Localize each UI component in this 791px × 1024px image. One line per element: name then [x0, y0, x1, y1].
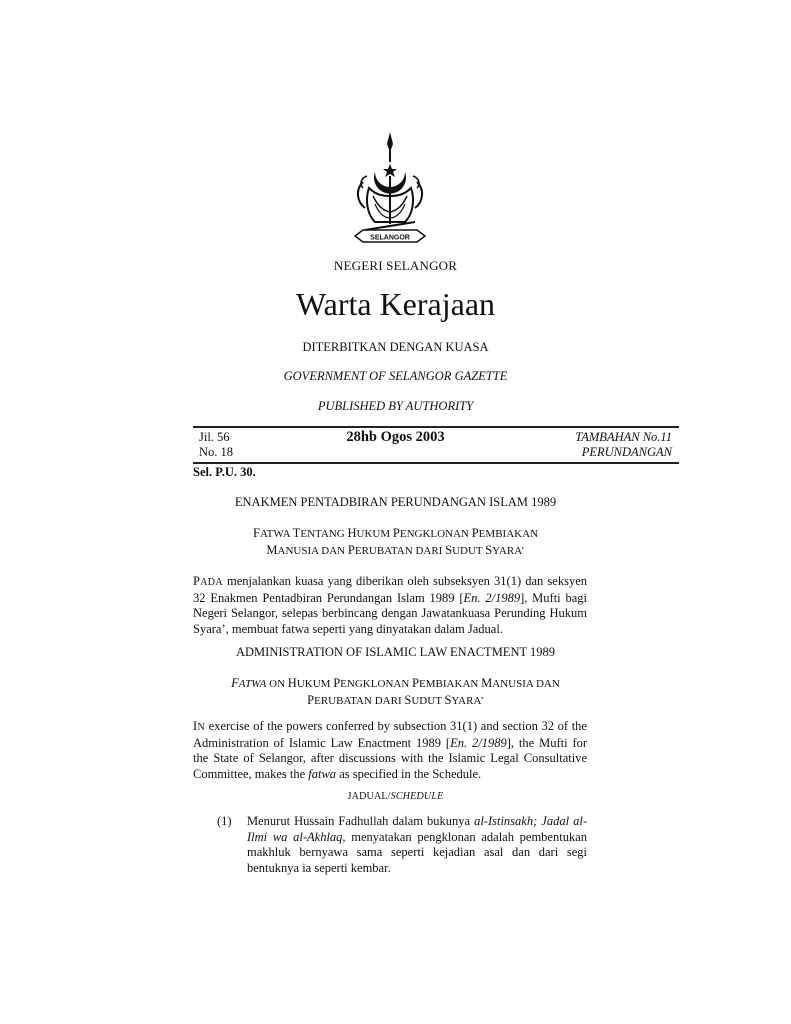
state-name: NEGERI SELANGOR: [333, 258, 458, 273]
fatwa-title-ms: [0, 525, 791, 559]
enactment-title-en: ADMINISTRATION OF ISLAMIC LAW ENACTMENT 1989: [235, 645, 556, 659]
schedule-item-text-1: Menurut Hussain Fadhullah dalam bukunya: [247, 814, 475, 828]
schedule-item-text-2: menyatakan pengklonan adalah pembentukan makhluk bernyawa sama seperti kejadian asal dan dari segi bentuknya ia seperti kembar.: [247, 829, 588, 875]
schedule-item-number: (1): [217, 814, 232, 828]
schedule-heading-ms: JADUAL/: [347, 791, 391, 802]
preamble-en-text-1: exercise of the powers conferred by subsection 31(1) and section 32 of the Administration of Islamic Law Enactment 1989 [: [193, 719, 587, 750]
fatwa-title-en-fatwa: FATWA: [231, 676, 267, 690]
schedule-item-text: [247, 814, 587, 876]
crest-ribbon-text: SELANGOR: [370, 234, 410, 242]
enactment-title-ms: ENAKMEN PENTADBIRAN PERUNDANGAN ISLAM 1989: [234, 495, 557, 509]
fatwa-title-en-line2: PERUBATAN DARI SUDUT SYARA’: [307, 693, 484, 707]
fatwa-title-en-line1: ON HUKUM PENGKLONAN PEMBIAKAN MANUSIA DAN: [269, 676, 560, 690]
fatwa-title-en: [0, 675, 791, 709]
selangor-crest-emblem: [345, 130, 435, 255]
supplement-number: TAMBAHAN No.11: [575, 430, 672, 444]
fatwa-title-ms-line1: FATWA TENTANG HUKUM PENGKLONAN PEMBIAKAN: [252, 526, 539, 540]
sel-pu-number: Sel. P.U. 30.: [193, 465, 256, 479]
schedule-heading: [0, 791, 791, 802]
supplement-info: [575, 430, 672, 460]
fatwa-title-ms-line2: MANUSIA DAN PERUBATAN DARI SUDUT SYARA’: [266, 543, 525, 557]
gazette-name-en: GOVERNMENT OF SELANGOR GAZETTE: [283, 369, 508, 383]
schedule-heading-en: SCHEDULE: [390, 791, 444, 802]
preamble-ms-ref: En. 2/1989: [463, 590, 521, 605]
volume-number: Jil. 56: [199, 430, 230, 444]
header-bottom-rule: [193, 462, 679, 464]
preamble-en: [193, 719, 587, 782]
preamble-en-fatwa: fatwa: [308, 766, 337, 781]
preamble-en-ref: En. 2/1989: [450, 735, 507, 750]
preamble-ms-lead: PADA: [193, 574, 223, 588]
preamble-en-lead: IN: [193, 719, 205, 733]
preamble-ms-text-2: ], Mufti bagi Negeri Selangor, selepas berbincang dengan Jawatankuasa Perunding Hukum Syara’, membuat fatwa seperti yang dinyatakan dalam Jadual.: [193, 590, 587, 636]
published-authority-ms: DITERBITKAN DENGAN KUASA: [302, 340, 489, 354]
gazette-title: Warta Kerajaan: [295, 286, 496, 322]
issue-date: 28hb Ogos 2003: [346, 429, 445, 445]
published-authority-en: PUBLISHED BY AUTHORITY: [317, 399, 474, 413]
schedule-item-book: al-Istinsakh; Jadal al-Ilmi wa al-Akhlaq,: [247, 814, 587, 844]
issue-number: No. 18: [199, 445, 234, 459]
preamble-en-text-3: as specified in the Schedule.: [336, 766, 482, 781]
preamble-ms-text-1: menjalankan kuasa yang diberikan oleh subseksyen 31(1) dan seksyen 32 Enakmen Pentadbiran Perundangan Islam 1989 [: [193, 574, 587, 605]
schedule-item: [217, 814, 587, 876]
supplement-type: PERUNDANGAN: [581, 445, 672, 459]
preamble-ms: [193, 574, 587, 637]
header-top-rule: [193, 426, 679, 428]
preamble-en-text-2: ], the Mufti for the State of Selangor, after discussions with the Islamic Legal Consultative Committee, makes the: [193, 735, 588, 781]
